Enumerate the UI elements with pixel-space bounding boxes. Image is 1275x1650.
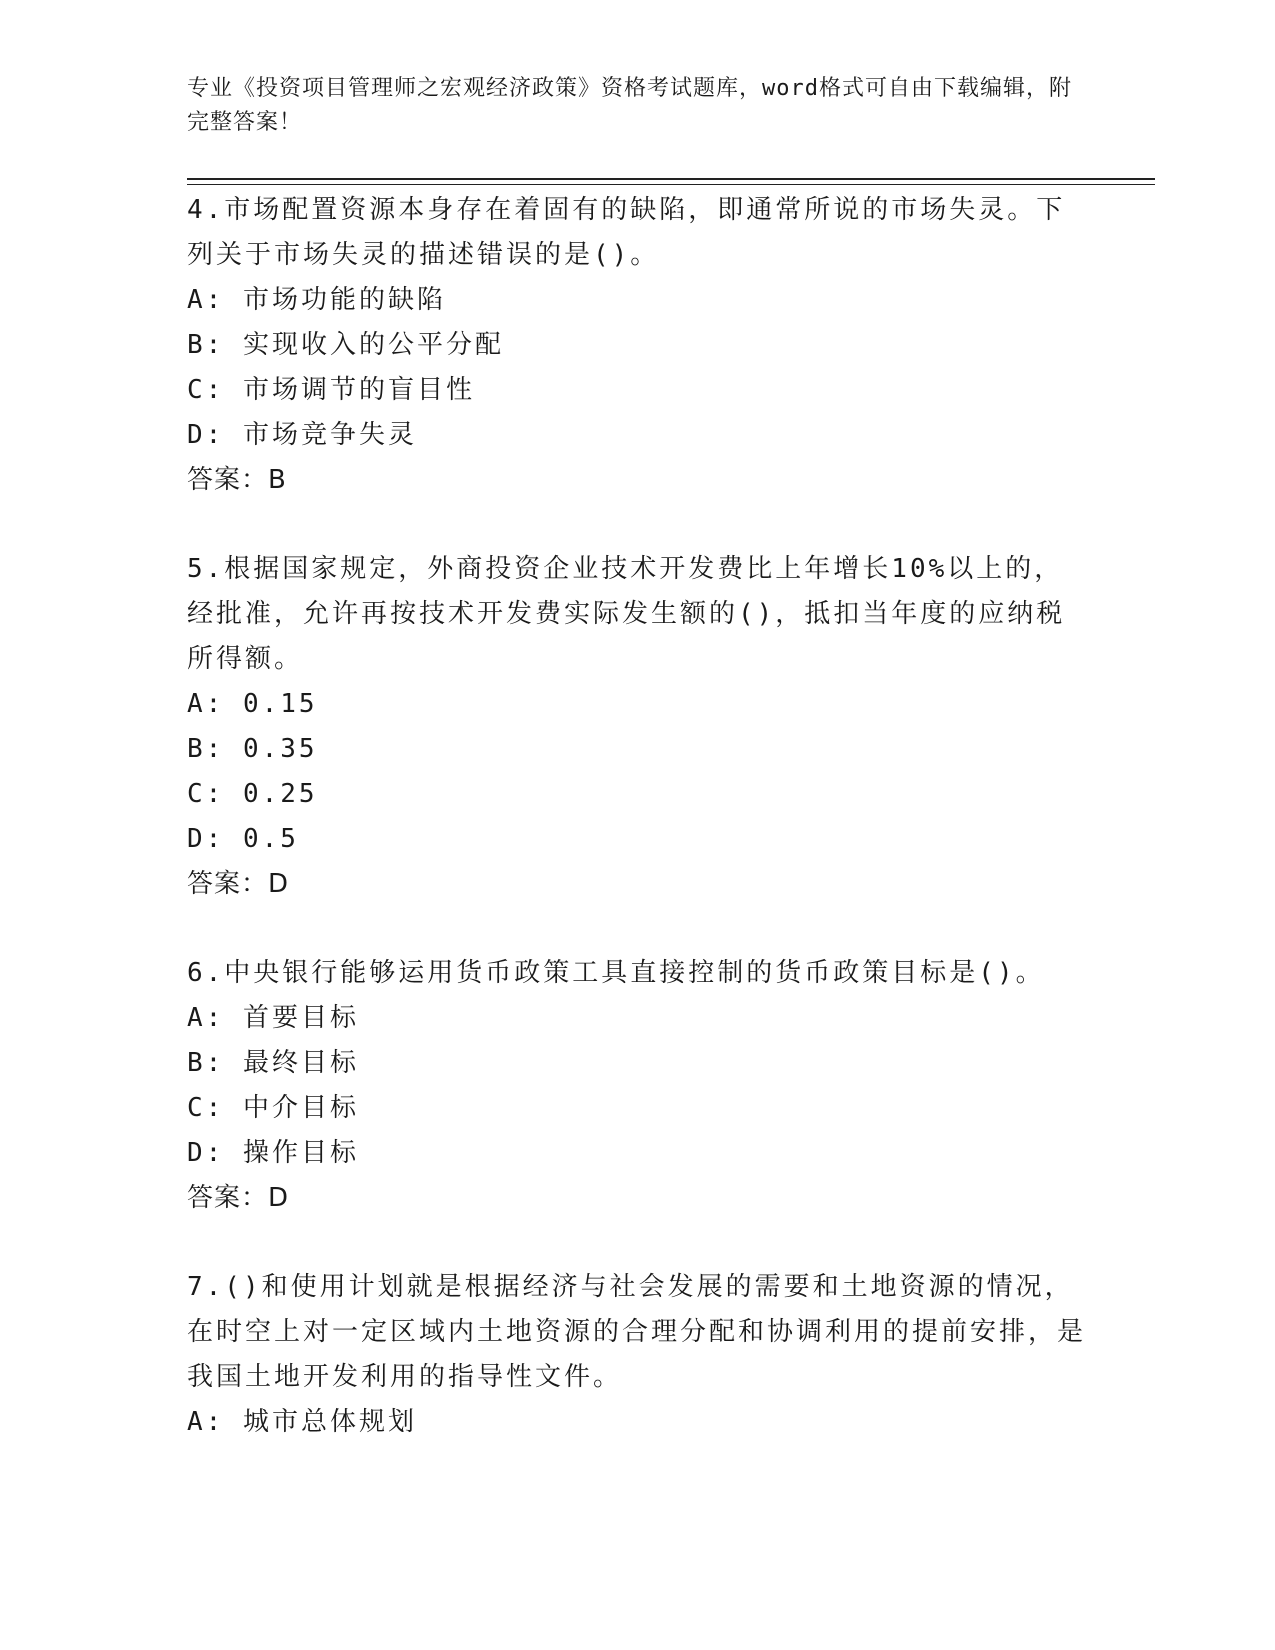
option-b: B: 实现收入的公平分配: [187, 330, 504, 360]
answer: 答案：D: [187, 1183, 290, 1213]
question-5: [187, 547, 1087, 907]
spacer: [187, 503, 1087, 547]
question-list: [187, 188, 1087, 1445]
spacer: [187, 907, 1087, 951]
question-stem: 4.市场配置资源本身存在着固有的缺陷，即通常所说的市场失灵。下列关于市场失灵的描述错误的是()。: [187, 195, 1066, 270]
question-stem: 6.中央银行能够运用货币政策工具直接控制的货币政策目标是()。: [187, 958, 1045, 988]
option-a: A: 城市总体规划: [187, 1407, 417, 1437]
option-b: B: 最终目标: [187, 1048, 359, 1078]
header-divider-thick: [187, 178, 1155, 180]
option-c: C: 中介目标: [187, 1093, 359, 1123]
option-b: B: 0.35: [187, 734, 318, 764]
question-stem: 7.()和使用计划就是根据经济与社会发展的需要和土地资源的情况，在时空上对一定区域内土地资源的合理分配和协调利用的提前安排，是我国土地开发利用的指导性文件。: [187, 1272, 1087, 1392]
document-intro: 专业《投资项目管理师之宏观经济政策》资格考试题库，word格式可自由下载编辑，附完整答案！: [187, 76, 1072, 135]
option-c: C: 市场调节的盲目性: [187, 375, 475, 405]
spacer: [187, 1221, 1087, 1265]
question-stem: 5.根据国家规定，外商投资企业技术开发费比上年增长10%以上的，经批准，允许再按技术开发费实际发生额的()，抵扣当年度的应纳税所得额。: [187, 554, 1066, 674]
answer: 答案：B: [187, 465, 287, 495]
option-d: D: 市场竞争失灵: [187, 420, 417, 450]
option-a: A: 市场功能的缺陷: [187, 285, 446, 315]
question-7: [187, 1265, 1087, 1445]
option-a: A: 首要目标: [187, 1003, 359, 1033]
option-c: C: 0.25: [187, 779, 318, 809]
header-divider-thin: [187, 184, 1155, 185]
option-a: A: 0.15: [187, 689, 318, 719]
question-6: [187, 951, 1087, 1221]
question-4: [187, 188, 1087, 503]
option-d: D: 操作目标: [187, 1138, 359, 1168]
option-d: D: 0.5: [187, 824, 299, 854]
answer: 答案：D: [187, 869, 290, 899]
